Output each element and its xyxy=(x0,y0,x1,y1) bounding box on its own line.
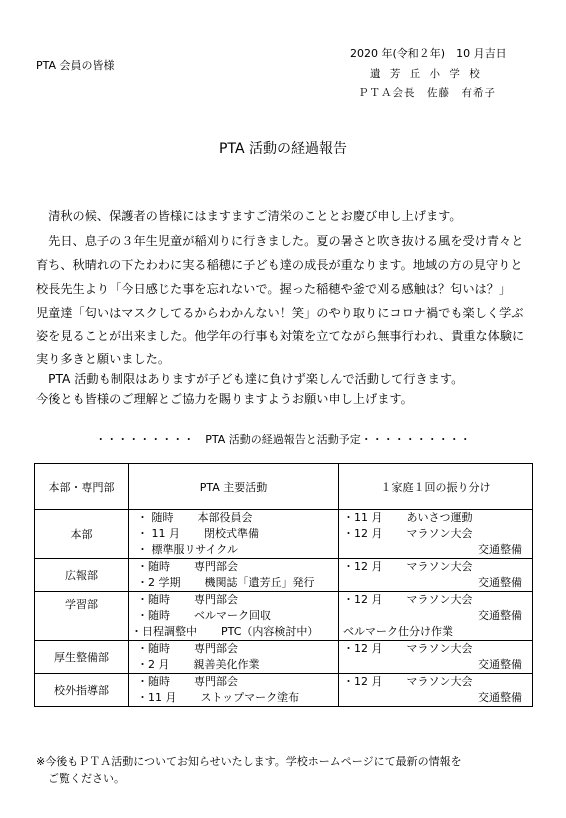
shares-cell xyxy=(339,674,533,707)
duty-item: ベルマーク仕分け作業 xyxy=(343,625,453,638)
header-department: 本部・専門部 xyxy=(35,464,129,510)
shares-cell xyxy=(339,510,533,559)
duty-item: ・11 月 あいさつ運動 xyxy=(343,511,473,524)
table-row xyxy=(35,510,533,559)
department-cell: 本部 xyxy=(35,510,129,559)
shares-cell xyxy=(339,592,533,641)
footnote-line: ご覧ください。 xyxy=(48,772,125,785)
activity-item: ・2 学期 機関誌「遺芳丘」発行 xyxy=(137,576,315,589)
activity-item: ・随時 専門部会 xyxy=(137,675,238,688)
duty-item: ・12 月 マラソン大会 xyxy=(343,560,473,573)
author-name: ＰＴＡ会長 佐藤 有希子 xyxy=(358,87,496,99)
activity-item: ・日程調整中 PTC（内容検討中） xyxy=(131,625,319,638)
body-line: 先日、息子の３年生児童が稲刈りに行きました。夏の暑さと吹き抜ける風を受け青々と xyxy=(36,234,524,248)
duty-item: 交通整備 xyxy=(478,576,522,589)
table-row xyxy=(35,592,533,641)
activities-cell xyxy=(129,641,339,674)
activities-cell xyxy=(129,510,339,559)
activity-table xyxy=(34,463,533,707)
footnote-line: ※今後もＰＴＡ活動についてお知らせいたします。学校ホームページにて最新の情報を xyxy=(36,755,462,768)
duty-item: ・12 月 マラソン大会 xyxy=(343,527,473,540)
body-line: 今後とも皆様のご理解とご協力を賜りますようお願い申し上げます。 xyxy=(36,392,413,406)
activities-cell xyxy=(129,592,339,641)
body-line: 姿を見ることが出来ました。他学年の行事も対策を立てながら無事行われ、貴重な体験に xyxy=(36,329,525,343)
activity-item: ・随時 専門部会 xyxy=(137,642,238,655)
duty-item: ・12 月 マラソン大会 xyxy=(343,593,473,606)
addressee: PTA 会員の皆様 xyxy=(36,59,115,72)
duty-item: 交通整備 xyxy=(478,543,522,556)
table-row xyxy=(35,559,533,592)
activity-item: ・ 11 月 閉校式準備 xyxy=(137,527,259,540)
schedule-heading: ・・・・・・・・・ PTA 活動の経過報告と活動予定・・・・・・・・・・ xyxy=(95,433,471,446)
header-household-duty: １家庭１回の振り分け xyxy=(339,464,533,510)
activity-item: ・2 月 親善美化作業 xyxy=(137,658,260,671)
table-header-row xyxy=(35,464,533,510)
duty-item: ・12 月 マラソン大会 xyxy=(343,642,473,655)
shares-cell xyxy=(339,559,533,592)
body-line: 実り多きと願いました。 xyxy=(36,352,171,366)
duty-item: 交通整備 xyxy=(478,691,522,704)
body-line: 校長先生より「今日感じた事を忘れないで。握った稲穂や釜で刈る感触は？匂いは？」 xyxy=(36,282,512,296)
header-main-activities: PTA 主要活動 xyxy=(129,464,339,510)
body-line: 育ち、秋晴れの下たわわに実る稲穂に子ども達の成長が重なります。地域の方の見守りと xyxy=(36,258,523,272)
activity-item: ・11 月 ストップマーク塗布 xyxy=(137,691,300,704)
activity-item: ・ 標準服リサイクル xyxy=(137,543,238,556)
department-cell: 校外指導部 xyxy=(35,674,129,707)
issue-date: 2020 年(令和２年) 10 月吉日 xyxy=(350,47,507,60)
body-line: 清秋の候、保護者の皆様にはますますご清栄のこととお慶び申し上げます。 xyxy=(36,209,462,223)
activity-item: ・ 随時 本部役員会 xyxy=(137,511,253,524)
body-line: PTA 活動も制限はありますが子ども達に負けず楽しんで活動して行きます。 xyxy=(36,372,464,386)
body-line: 児童達「匂いはマスクしてるからわかんない！笑」のやり取りにコロナ禍でも楽しく学ぶ xyxy=(36,306,524,320)
activities-cell xyxy=(129,674,339,707)
department-cell: 学習部 xyxy=(35,592,129,641)
shares-cell xyxy=(339,641,533,674)
duty-item: 交通整備 xyxy=(478,609,522,622)
table-row xyxy=(35,641,533,674)
table-row xyxy=(35,674,533,707)
duty-item: 交通整備 xyxy=(478,658,522,671)
department-cell: 広報部 xyxy=(35,559,129,592)
activity-item: ・随時 ベルマーク回収 xyxy=(137,609,271,622)
department-cell: 厚生整備部 xyxy=(35,641,129,674)
duty-item: ・12 月 マラソン大会 xyxy=(343,675,473,688)
activities-cell xyxy=(129,559,339,592)
document-title: PTA 活動の経過報告 xyxy=(219,141,347,157)
activity-item: ・随時 専門部会 xyxy=(137,593,238,606)
activity-item: ・随時 専門部会 xyxy=(137,560,238,573)
school-name: 遺 芳 丘 小 学 校 xyxy=(370,68,483,80)
